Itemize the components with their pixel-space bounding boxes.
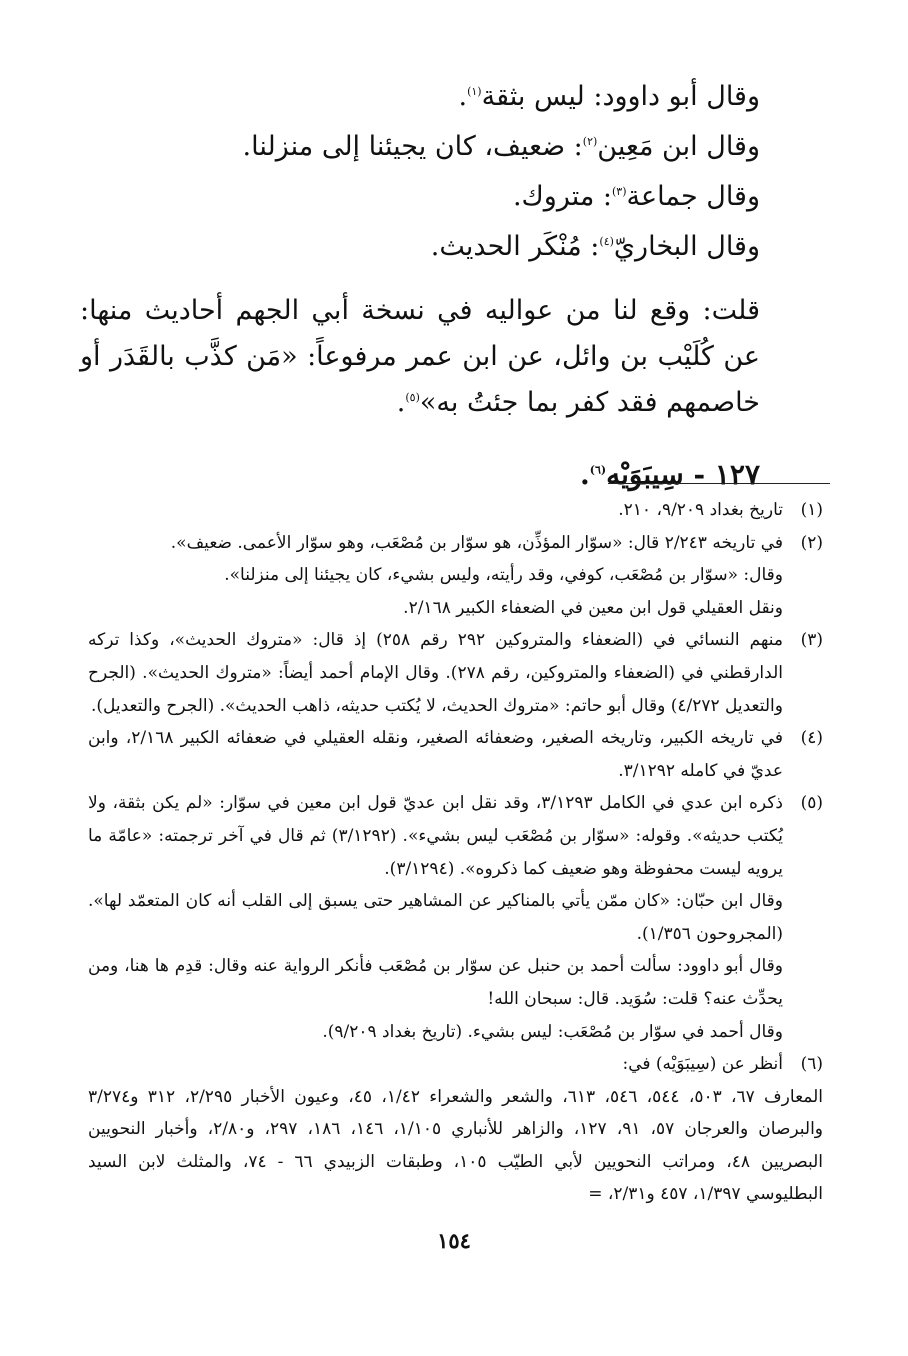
text-line-jamaa [80,172,760,222]
footnote-body [88,787,783,1048]
footnote-6-sources [88,1081,823,1211]
footnote-text: في تاريخه ٢/٢٤٣ قال: «سوّار المؤذِّن، هو سوّار بن مُصْعَب، وهو سوّار الأعمى. ضعيف». [170,532,783,553]
main-text [80,72,760,500]
footnote-number: (٥) [800,793,823,814]
footnote-text: منهم النسائي في (الضعفاء والمتروكين ٢٩٢ رقم ٢٥٨) إذ قال: «متروك الحديث»، وكذا تركه الدارقطني في (الضعفاء والمتروكين، رقم ٢٧٨). وقال الإمام أحمد أيضاً: «متروك الحديث». (الجرح والتعديل ٤/٢٧٢) وقال أبو حاتم: «متروك الحديث، لا يُكتب حديثه، ذاهب الحديث». (الجرح والتعديل). [88,630,784,716]
footnote-text: وقال ابن حبّان: «كان ممّن يأتي بالمناكير عن المشاهير حتى يسبق إلى القلب أنه كان المتعمّد لها». (المجروحون ١/٣٥٦). [88,891,783,944]
line-text: وقال أبو داوود: ليس بثقة [481,81,760,112]
line-text: وقال البخاريّ [613,231,760,262]
footnote-text: أنظر عن (سِيبَوَيْه) في: [622,1054,783,1075]
footnotes [88,494,823,1211]
footnote-number: (٢) [800,532,823,553]
text-line-abu-dawud [80,72,760,122]
footnote-body [88,1081,823,1211]
footnote-ref: (١) [467,85,482,98]
footnote-body [88,494,783,527]
footnote-number: (١) [800,500,823,520]
footnote-5 [88,787,823,1048]
line-end: : متروك. [512,181,612,212]
heading-text: ١٢٧ - سِيبَوَيْه [606,458,760,491]
line-text: وقال ابن مَعِين [597,131,760,162]
footnote-2 [88,527,823,625]
paragraph-end: . [396,387,406,418]
line-text: وقال جماعة [626,181,760,212]
footnote-1 [88,494,823,527]
footnote-ref: (٣) [612,185,627,198]
footnote-body [88,1048,783,1081]
footnote-number: (٦) [800,1054,823,1075]
footnote-ref: (٥) [405,391,420,404]
footnote-separator [608,483,830,484]
footnote-number: (٣) [800,630,823,651]
footnote-body [88,722,783,787]
footnote-ref: (٦) [589,463,607,477]
entry-heading [80,450,760,500]
footnote-6 [88,1048,823,1081]
footnote-3 [88,624,823,722]
paragraph-text: قلت: وقع لنا من عواليه في نسخة أبي الجهم أحاديث منها: عن كُلَيْب بن وائل، عن ابن عمر مرفوعاً: «مَن كذَّب بالقَدَر أو خاصمهم فقد كفر بما جئتُ به» [80,295,760,418]
footnote-text: وقال: «سوّار بن مُصْعَب، كوفي، وقد رأيته، وليس بشيء، كان يجيئنا إلى منزلنا». [224,565,783,586]
footnote-ref: (٢) [582,135,598,148]
line-end: . [458,81,468,112]
footnote-text: ونقل العقيلي قول ابن معين في الضعفاء الكبير ٢/١٦٨. [403,597,783,618]
footnote-body [88,527,783,625]
footnote-text: وقال أبو داوود: سألت أحمد بن حنبل عن سوّار بن مُصْعَب فأنكر الرواية عنه وقال: قدِم ها هنا، ومن يحدِّث عنه؟ قلت: سُوَيد. قال: سبحان الله! [88,956,783,1009]
line-end: : مُنْكَر الحديث. [430,231,600,262]
footnote-number: (٤) [800,728,823,749]
text-line-ibn-main [80,122,760,172]
line-end: : ضعيف، كان يجيئنا إلى منزلنا. [242,131,583,162]
footnote-text: في تاريخه الكبير، وتاريخه الصغير، وضعفائه الصغير، ونقله العقيلي في ضعفائه الكبير ٢/١٦٨، وابن عديّ في كامله ٣/١٢٩٢. [88,728,783,781]
footnote-4 [88,722,823,787]
page-number: ١٥٤ [437,1228,471,1253]
text-line-bukhari [80,222,760,272]
footnote-body [88,624,783,722]
footnote-text: تاريخ بغداد ٩/٢٠٩، ٢١٠. [618,500,783,520]
footnote-text: المعارف ٦٧، ٥٠٣، ٥٤٤، ٥٤٦، ٦١٣، والشعر والشعراء ١/٤٢، ٤٥، وعيون الأخبار ٢/٢٩٥، ٣١٢ و٣/٢٧٤ والبرصان والعرجان ٥٧، ٩١، ١٢٧، والزاهر للأنباري ١/١٠٥، ١٤٦، ١٨٦، ٢٩٧، و٢/٨٠، وأخبار النحويين البصريين ٤٨، ومراتب النحويين لأبي الطيّب ١٠٥، وطبقات الزبيدي ٦٦ - ٧٤، والمثلث لابن السيد البطليوسي ١/٣٩٧، ٤٥٧ و٢/٣١، = [88,1086,824,1205]
footnote-text: وقال أحمد في سوّار بن مُصْعَب: ليس بشيء. (تاريخ بغداد ٩/٢٠٩). [322,1021,783,1042]
heading-end: . [580,458,590,491]
footnote-ref: (٤) [599,235,614,248]
commentary-paragraph [80,288,760,426]
footnote-text: ذكره ابن عدي في الكامل ٣/١٢٩٣، وقد نقل ابن عديّ قول ابن معين في سوّار: «لم يكن بثقة، ولا يُكتب حديثه». وقوله: «سوّار بن مُصْعَب ليس بشيء». (٣/١٢٩٢) ثم قال في آخر ترجمته: «عامّة ما يرويه ليست محفوظة وهو ضعيف كما ذكروه». (٣/١٢٩٤). [88,793,783,879]
